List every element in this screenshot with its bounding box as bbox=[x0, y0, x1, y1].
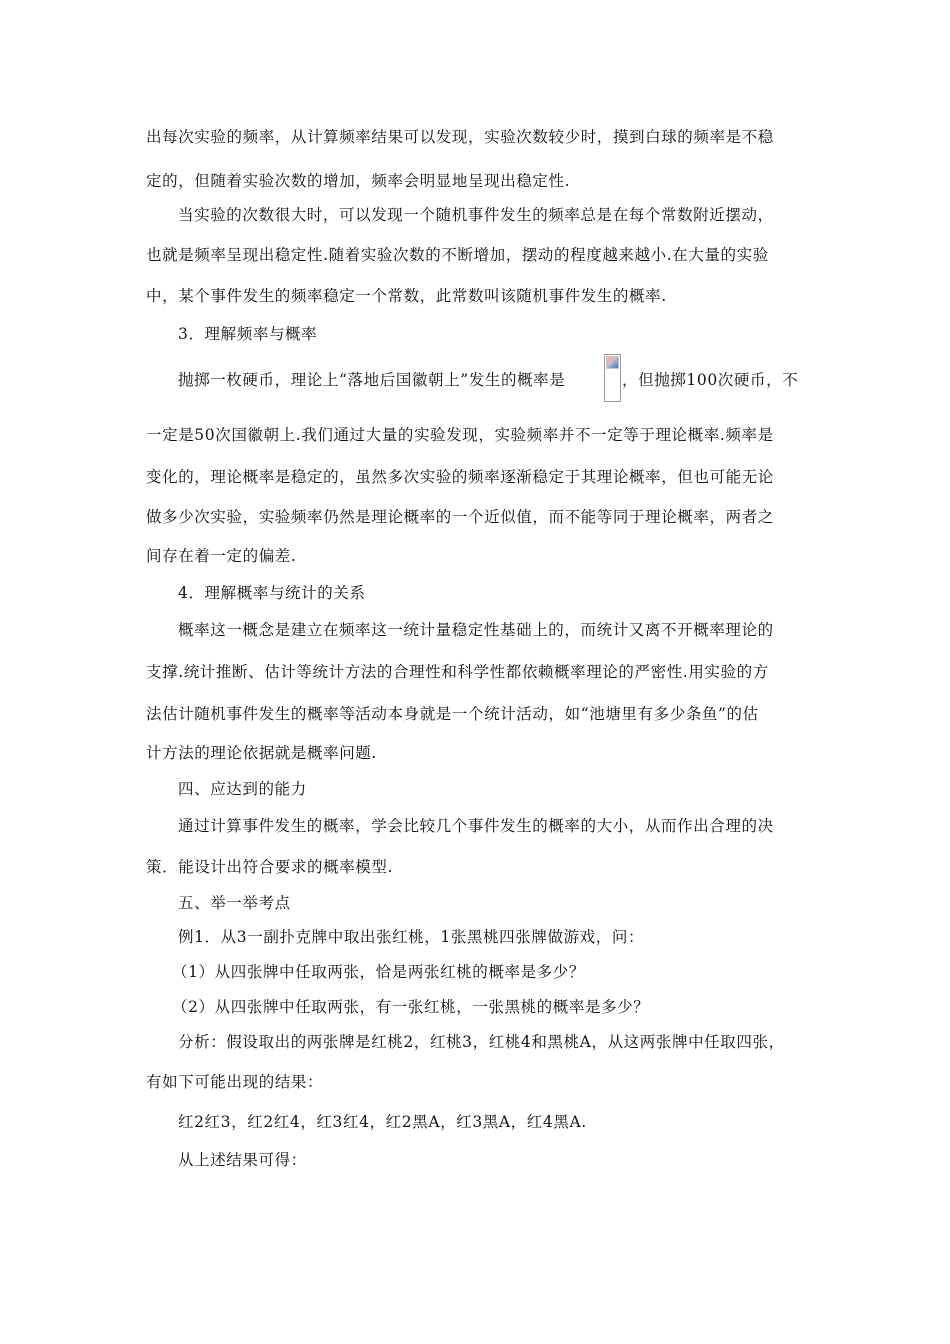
broken-image-placeholder bbox=[604, 354, 621, 402]
question-line: （2）从四张牌中任取两张，有一张红桃，一张黑桃的概率是多少？ bbox=[172, 998, 650, 1016]
paragraph-line: 计方法的理论依据就是概率问题. bbox=[146, 744, 377, 762]
paragraph-line: ，但抛掷100次硬币，不 bbox=[622, 371, 799, 389]
section-heading: 3．理解频率与概率 bbox=[178, 325, 318, 343]
question-line: （1）从四张牌中任取两张，恰是两张红桃的概率是多少？ bbox=[172, 963, 585, 981]
paragraph-line: 红2红3，红2红4，红3红4，红2黑A，红3黑A，红4黑A. bbox=[178, 1113, 587, 1131]
paragraph-line: 从上述结果可得： bbox=[178, 1151, 307, 1169]
paragraph-line: 中，某个事件发生的频率稳定一个常数，此常数叫该随机事件发生的概率. bbox=[146, 287, 667, 305]
paragraph-line: 概率这一概念是建立在频率这一统计量稳定性基础上的，而统计又离不开概率理论的 bbox=[178, 621, 774, 639]
paragraph-line: 支撑.统计推断、估计等统计方法的合理性和科学性都依赖概率理论的严密性.用实验的方 bbox=[146, 663, 769, 681]
paragraph-line: 做多少次实验，实验频率仍然是理论概率的一个近似值，而不能等同于理论概率，两者之 bbox=[146, 508, 774, 526]
paragraph-line: 当实验的次数很大时，可以发现一个随机事件发生的频率总是在每个常数附近摆动， bbox=[178, 206, 774, 224]
section-heading: 五、举一举考点 bbox=[178, 894, 291, 912]
paragraph-line: 抛掷一枚硬币，理论上“落地后国徽朝上”发生的概率是 bbox=[178, 371, 566, 389]
paragraph-line: 有如下可能出现的结果： bbox=[146, 1073, 324, 1091]
section-heading: 四、应达到的能力 bbox=[178, 780, 307, 798]
image-icon bbox=[606, 356, 619, 369]
paragraph-line: 一定是50次国徽朝上.我们通过大量的实验发现，实验频率并不一定等于理论概率.频率是 bbox=[146, 426, 774, 444]
paragraph-line: 法估计随机事件发生的概率等活动本身就是一个统计活动，如“池塘里有多少条鱼”的估 bbox=[146, 705, 759, 723]
example-line: 例1．从3一副扑克牌中取出张红桃，1张黑桃四张牌做游戏，问： bbox=[178, 928, 645, 946]
paragraph-line: 通过计算事件发生的概率，学会比较几个事件发生的概率的大小，从而作出合理的决 bbox=[178, 817, 774, 835]
paragraph-line: 策．能设计出符合要求的概率模型. bbox=[146, 858, 394, 876]
paragraph-line: 定的，但随着实验次数的增加，频率会明显地呈现出稳定性. bbox=[146, 172, 571, 190]
paragraph-line: 也就是频率呈现出稳定性.随着实验次数的不断增加，摆动的程度越来越小.在大量的实验 bbox=[146, 246, 769, 264]
paragraph-line: 间存在着一定的偏差. bbox=[146, 547, 297, 565]
section-heading: 4．理解概率与统计的关系 bbox=[178, 584, 366, 602]
paragraph-line: 变化的，理论概率是稳定的，虽然多次实验的频率逐渐稳定于其理论概率，但也可能无论 bbox=[146, 468, 774, 486]
paragraph-line: 出每次实验的频率，从计算频率结果可以发现，实验次数较少时，摸到白球的频率是不稳 bbox=[146, 128, 774, 146]
paragraph-line: 分析：假设取出的两张牌是红桃2，红桃3，红桃4和黑桃A，从这两张牌中任取四张， bbox=[178, 1033, 785, 1051]
